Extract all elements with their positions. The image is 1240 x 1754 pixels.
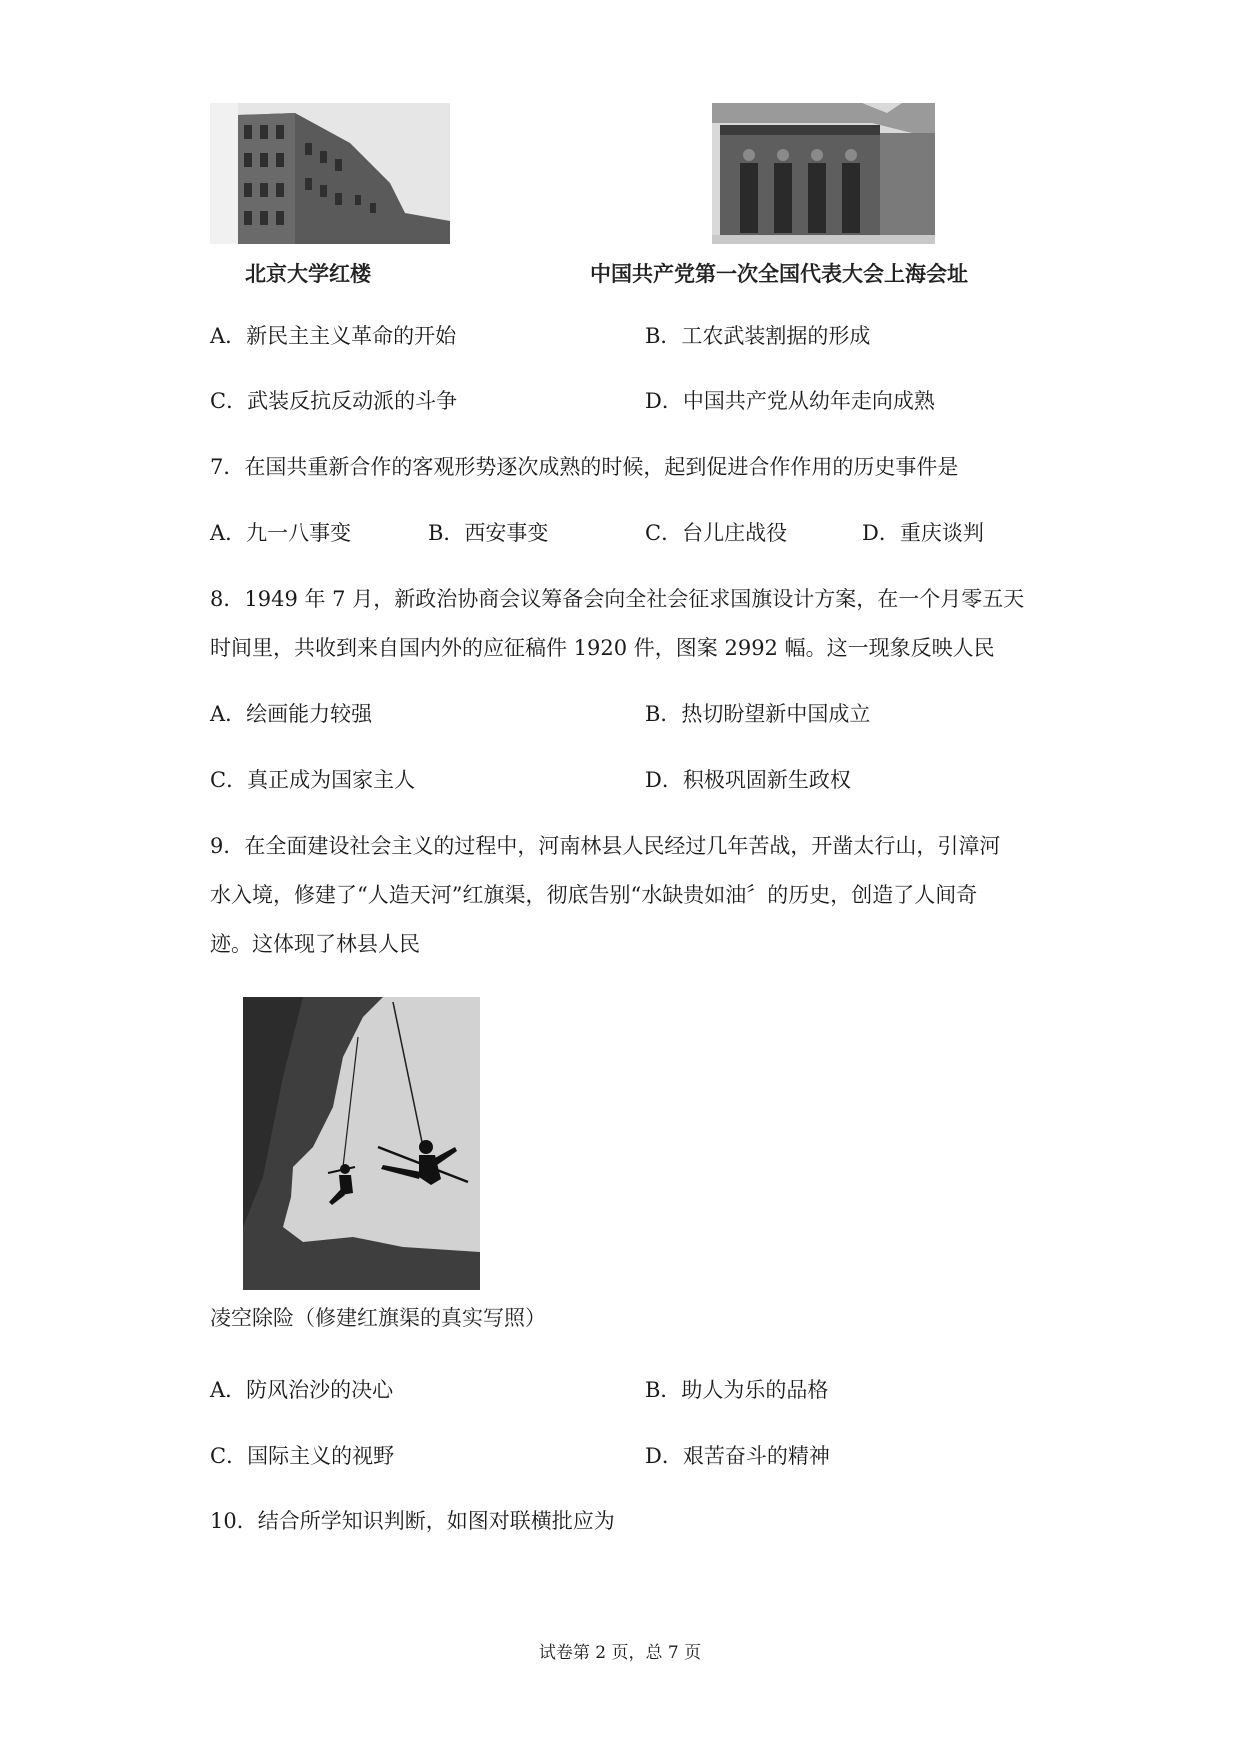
q8-option-b: B．热切盼望新中国成立 [645, 702, 871, 726]
photo-red-flag-canal-cliff-workers [243, 997, 480, 1290]
q6-option-d: D．中国共产党从幼年走向成熟 [645, 389, 935, 413]
q7-option-c: C．台儿庄战役 [645, 521, 788, 545]
q9-option-d: D．艰苦奋斗的精神 [645, 1444, 830, 1468]
q6-option-a: A．新民主主义革命的开始 [210, 324, 457, 348]
caption-peking-university-red-building: 北京大学红楼 [245, 262, 371, 286]
caption-first-congress-site: 中国共产党第一次全国代表大会上海会址 [590, 262, 968, 286]
q9-stem-line3: 迹。这体现了林县人民 [210, 932, 420, 956]
q8-option-c: C．真正成为国家主人 [210, 768, 416, 792]
q9-option-c: C．国际主义的视野 [210, 1444, 395, 1468]
q7-option-b: B．西安事变 [428, 521, 549, 545]
caption-red-flag-canal: 凌空除险（修建红旗渠的真实写照） [210, 1306, 546, 1330]
photo-peking-university-red-building [210, 103, 450, 244]
q8-stem-line2: 时间里，共收到来自国内外的应征稿件 1920 件，图案 2992 幅。这一现象反映人民 [210, 636, 995, 660]
q9-option-b: B．助人为乐的品格 [645, 1378, 829, 1402]
q9-stem-line2: 水入境，修建了“人造天河”红旗渠，彻底告别“水缺贵如油〞的历史，创造了人间奇 [210, 883, 978, 907]
page-footer: 试卷第 2 页，总 7 页 [538, 1643, 702, 1663]
q9-option-a: A．防风治沙的决心 [210, 1378, 394, 1402]
q7-option-a: A．九一八事变 [210, 521, 352, 545]
q8-option-a: A．绘画能力较强 [210, 702, 373, 726]
q8-stem-line1: 8．1949 年 7 月，新政治协商会议筹备会向全社会征求国旗设计方案，在一个月零五天 [210, 587, 1025, 611]
q7-option-d: D．重庆谈判 [862, 521, 984, 545]
q10-stem: 10．结合所学知识判断，如图对联横批应为 [210, 1509, 615, 1533]
q9-stem-line1: 9．在全面建设社会主义的过程中，河南林县人民经过几年苦战，开凿太行山，引漳河 [210, 834, 1001, 858]
q6-option-b: B．工农武装割据的形成 [645, 324, 871, 348]
photo-first-congress-site [712, 103, 935, 244]
q8-option-d: D．积极巩固新生政权 [645, 768, 851, 792]
q7-stem: 7．在国共重新合作的客观形势逐次成熟的时候，起到促进合作作用的历史事件是 [210, 455, 959, 479]
q6-option-c: C．武装反抗反动派的斗争 [210, 389, 458, 413]
